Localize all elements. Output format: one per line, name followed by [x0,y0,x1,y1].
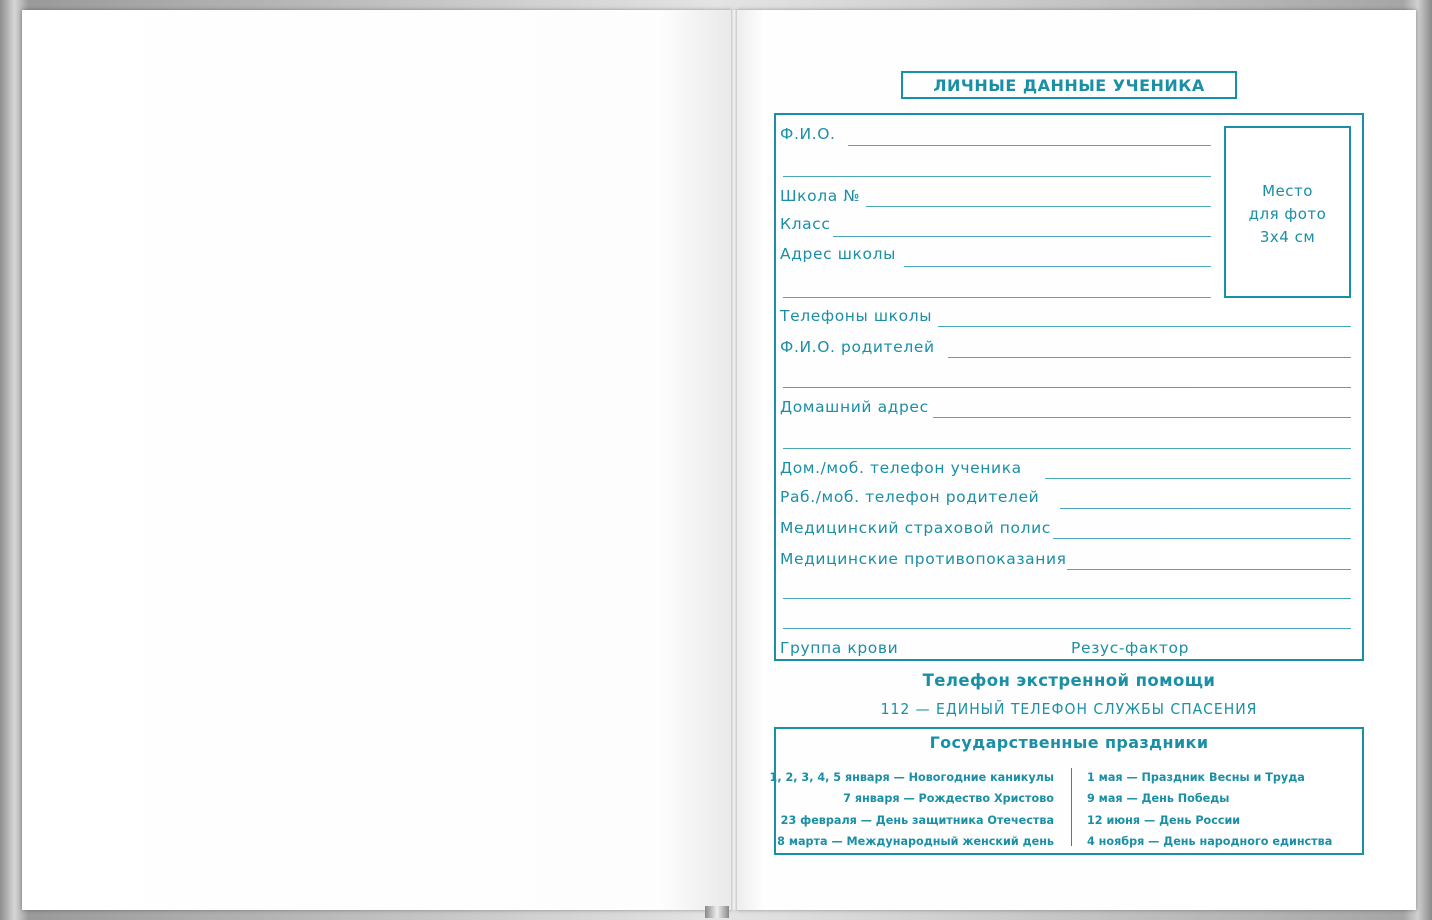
fio-line[interactable] [848,145,1211,146]
holiday-item: 8 марта — Международный женский день [777,834,1054,848]
photo-placeholder [1224,126,1351,298]
parents-fio-line-2[interactable] [783,387,1351,388]
notebook-spine [731,10,737,910]
blood-group-label: Группа крови [780,639,899,657]
contraindications-line-2[interactable] [783,598,1351,599]
home-address-line[interactable] [933,417,1351,418]
emergency-title: Телефон экстренной помощи [922,671,1216,690]
student-phone-line[interactable] [1045,478,1351,479]
parents-phone-label: Раб./моб. телефон родителей [780,488,1040,506]
school-address-line-2[interactable] [783,297,1211,298]
home-address-label: Домашний адрес [780,398,929,416]
holiday-item: 1 мая — Праздник Весны и Труда [1087,771,1305,784]
insurance-line[interactable] [1053,538,1351,539]
holiday-item: 12 июня — День России [1087,813,1241,827]
holiday-item: 9 мая — День Победы [1087,792,1230,806]
left-page [22,10,732,910]
photo-label-line2: для фото [1248,205,1327,223]
rhesus-label: Резус-фактор [1071,639,1190,657]
school-phones-line[interactable] [938,326,1351,327]
holiday-item: 7 января — Рождество Христово [843,792,1054,806]
emergency-number: 112 — ЕДИНЫЙ ТЕЛЕФОН СЛУЖБЫ СПАСЕНИЯ [880,700,1258,718]
page-title: ЛИЧНЫЕ ДАННЫЕ УЧЕНИКА [901,71,1237,99]
school-phones-label: Телефоны школы [780,307,933,325]
school-address-line[interactable] [904,266,1211,267]
school-no-label: Школа № [780,187,861,205]
spine-clip [705,906,729,918]
photo-label-line3: 3х4 см [1259,228,1316,246]
contraindications-line[interactable] [1067,569,1351,570]
parents-fio-line[interactable] [948,357,1351,358]
holidays-title: Государственные праздники [929,733,1209,752]
contraindications-label: Медицинские противопоказания [780,550,1067,568]
student-phone-label: Дом./моб. телефон ученика [780,459,1022,477]
parents-fio-label: Ф.И.О. родителей [780,338,935,356]
contraindications-line-3[interactable] [783,628,1351,629]
class-line[interactable] [833,236,1211,237]
holiday-item: 4 ноября — День народного единства [1087,834,1333,848]
holidays-left-column [770,767,1054,852]
holiday-item: 23 февраля — День защитника Отечества [780,813,1054,827]
home-address-line-2[interactable] [783,448,1351,449]
parents-phone-line[interactable] [1060,508,1351,509]
class-label: Класс [780,215,831,233]
holidays-divider [1071,768,1072,846]
holiday-item: 1, 2, 3, 4, 5 января — Новогодние каникулы [769,771,1054,784]
school-no-line[interactable] [866,206,1211,207]
insurance-label: Медицинский страховой полис [780,519,1051,537]
fio-line-2[interactable] [783,176,1211,177]
holidays-right-column [1087,767,1332,852]
school-address-label: Адрес школы [780,245,896,263]
photo-label-line1: Место [1262,182,1313,200]
fio-label: Ф.И.О. [780,125,836,143]
